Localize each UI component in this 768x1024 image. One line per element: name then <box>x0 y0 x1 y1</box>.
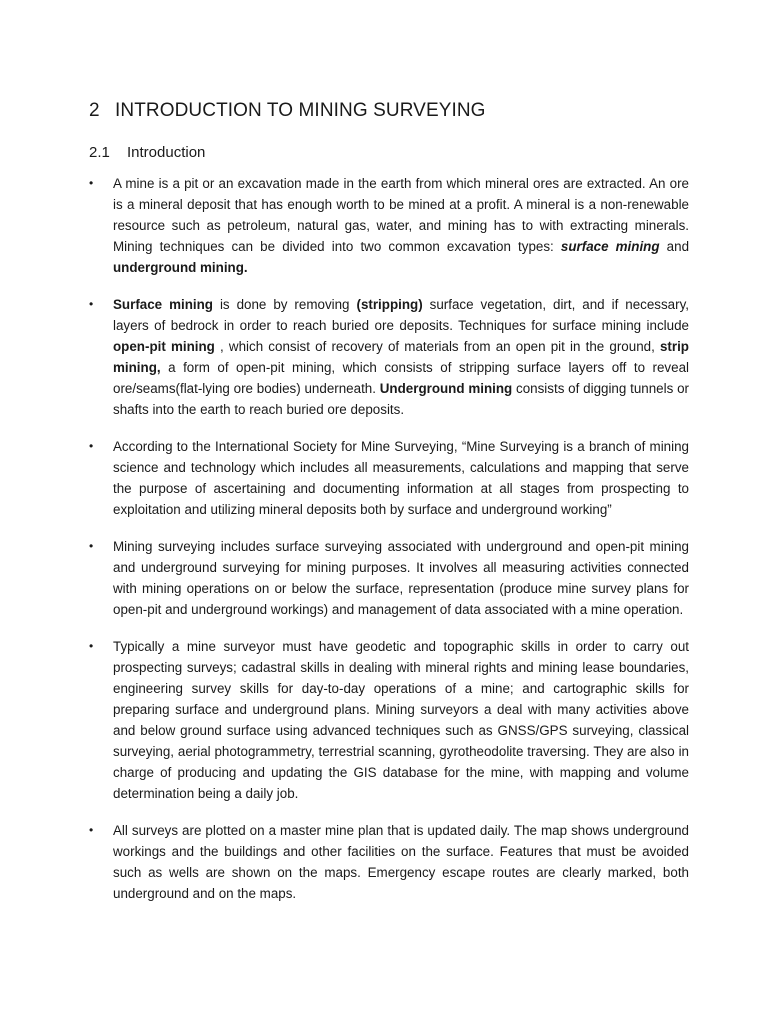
bullet-icon: • <box>89 176 94 190</box>
term-underground-mining: underground mining. <box>113 260 248 275</box>
section-title: Introduction <box>127 144 206 161</box>
paragraph-text: All surveys are plotted on a master mine plan that is updated daily. The map shows underground workings and the buildings and other facilities on the surface. Features that must be avoided such as wells are shown on the maps. Emergency escape routes are clearly marked, both underground and on the maps. <box>113 823 689 901</box>
paragraph-text: surface vegetation, dirt, and if necessary, layers of bedrock in order to reach buried ore deposits. Techniques for surface mining include <box>113 297 690 333</box>
section-number: 2.1 <box>89 144 110 161</box>
section-heading <box>89 144 205 161</box>
bullet-icon: • <box>89 539 94 553</box>
paragraph-text: , which consist of recovery of materials from an open pit in the ground, <box>214 339 660 354</box>
bullet-paragraph-mining-surveying-scope <box>89 536 689 620</box>
bullet-paragraph-mine-definition <box>89 173 689 278</box>
paragraph-text: consists of digging tunnels or shafts into the earth to reach buried ore deposits. <box>113 381 689 417</box>
bullet-list <box>89 173 689 920</box>
paragraph-text: a form of open-pit mining, which consists of stripping surface layers off to reveal ore/seams(flat-lying ore bodies) underneath. <box>113 360 689 396</box>
term-strip-mining: strip mining, <box>113 339 689 375</box>
term-surface-mining: surface mining <box>560 239 660 254</box>
paragraph-text: and <box>659 239 690 254</box>
bullet-icon: • <box>89 439 94 453</box>
chapter-heading <box>89 100 486 122</box>
bullet-paragraph-ismsurvey-definition <box>89 436 689 520</box>
bullet-paragraph-surveyor-skills <box>89 636 689 804</box>
chapter-title: INTRODUCTION TO MINING SURVEYING <box>115 100 486 121</box>
term-surface-mining: Surface mining <box>113 297 213 312</box>
paragraph-text: is done by removing <box>212 297 357 312</box>
bullet-icon: • <box>89 639 94 653</box>
paragraph-text: A mine is a pit or an excavation made in the earth from which mineral ores are extracted. An ore is a mineral deposit that has enough worth to be mined at a profit. A mineral is a non-renewable resource such as petroleum, natural gas, water, and mining has to with extracting minerals. Mining techniques can be divided into two common excavation types: <box>113 176 689 254</box>
bullet-paragraph-master-mine-plan <box>89 820 689 904</box>
paragraph-text: Typically a mine surveyor must have geodetic and topographic skills in order to carry out prospecting surveys; cadastral skills in dealing with mineral rights and mining lease boundaries, engineering survey skills for day-to-day operations of a mine; and cartographic skills for preparing surface and underground plans. Mining surveyors a deal with many activities above and below ground surface using advanced techniques such as GNSS/GPS surveying, classical surveying, aerial photogrammetry, terrestrial scanning, gyrotheodolite traversing. They are also in charge of producing and updating the GIS database for the mine, with mapping and volume determination being a daily job. <box>113 639 689 801</box>
paragraph-text: According to the International Society for Mine Surveying, “Mine Surveying is a branch of mining science and technology which includes all measurements, calculations and mapping that serve the purpose of ascertaining and documenting information at all stages from prospecting to exploitation and utilizing mineral deposits both by surface and underground working” <box>113 439 689 517</box>
bullet-icon: • <box>89 823 94 837</box>
bullet-icon: • <box>89 297 94 311</box>
term-open-pit-mining: open-pit mining <box>113 339 215 354</box>
bullet-paragraph-surface-mining <box>89 294 689 420</box>
term-stripping: (stripping) <box>356 297 423 312</box>
chapter-number: 2 <box>89 100 100 121</box>
term-underground-mining: Underground mining <box>379 381 513 396</box>
paragraph-text: Mining surveying includes surface surveying associated with underground and open-pit mining and underground surveying for mining purposes. It involves all measuring activities connected with mining operations on or below the surface, representation (produce mine survey plans for open-pit and underground workings) and management of data associated with a mine operation. <box>113 539 689 617</box>
